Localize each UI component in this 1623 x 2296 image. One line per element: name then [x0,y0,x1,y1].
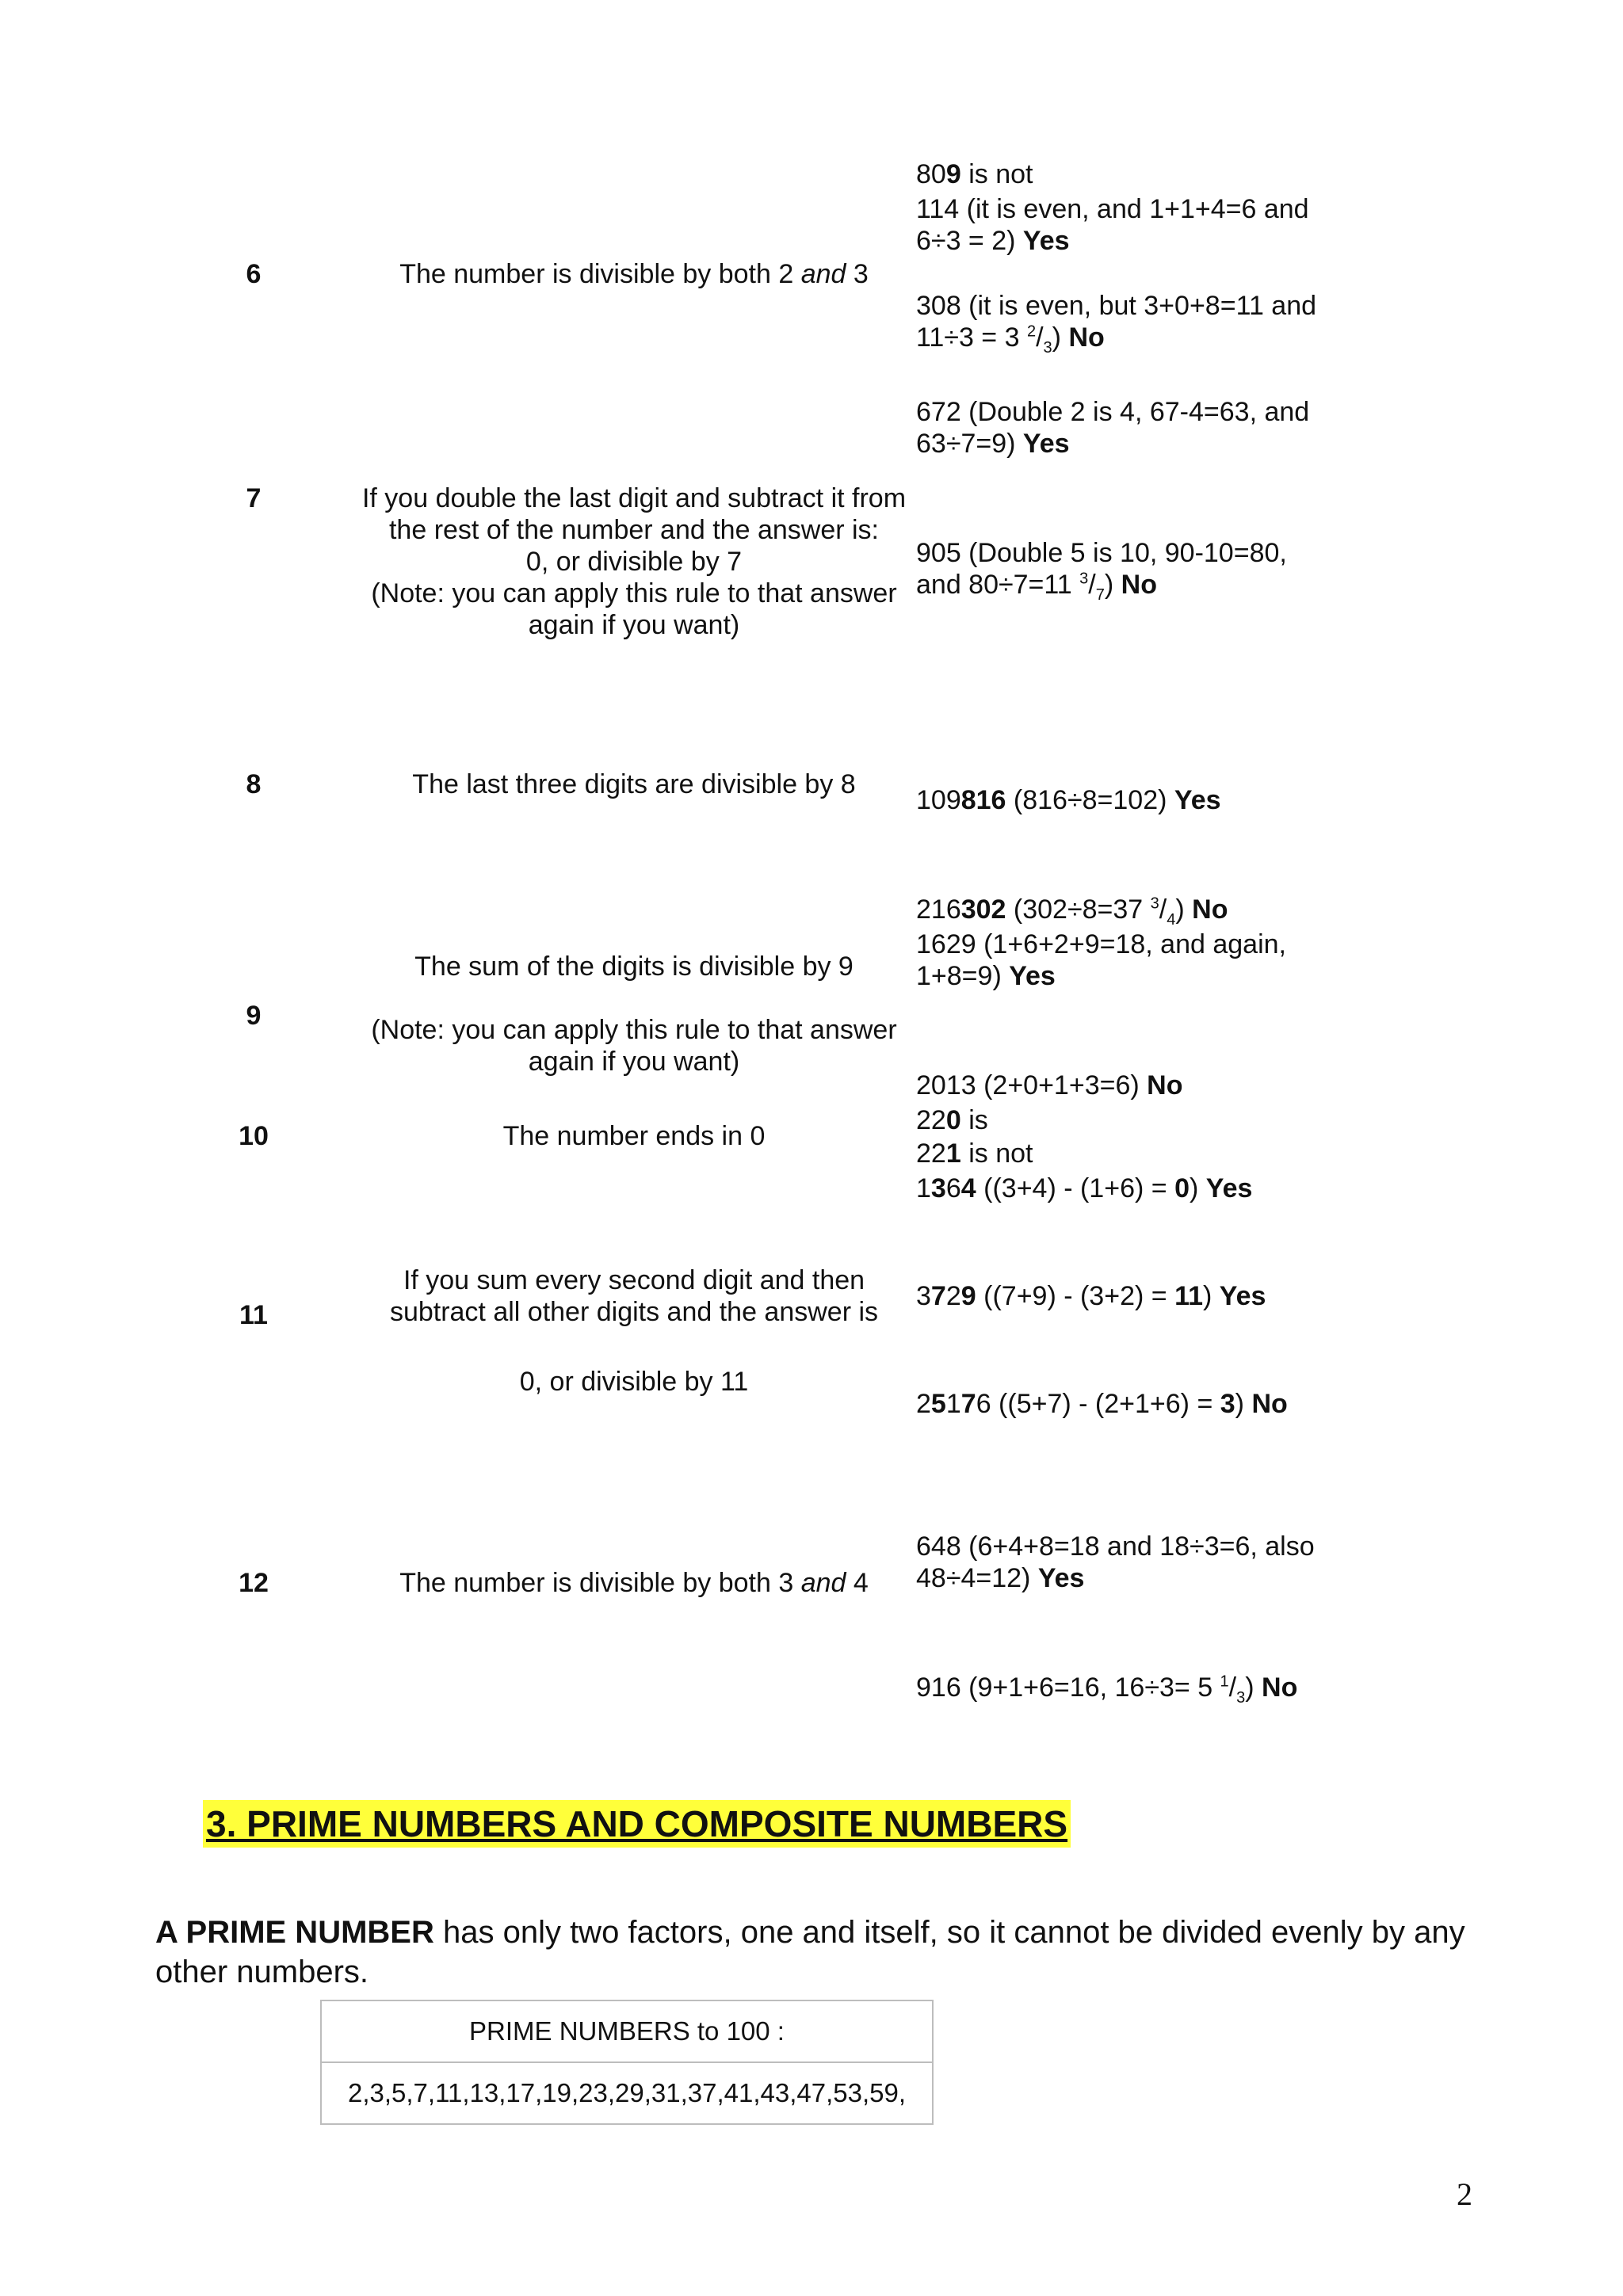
example-6-3: 308 (it is even, but 3+0+8=11 and 11÷3 = 3 $^2/_3$) No [916,291,1317,357]
divisor-12: 12 [239,1568,269,1598]
prime-definition: A PRIME NUMBER has only two factors, one and itself, so it cannot be divided evenly by any other numbers. [155,1915,1465,1989]
example-6-2: 114 (it is even, and 1+1+4=6 and 6÷3 = 2) Yes [916,194,1309,256]
example-9-2: 2013 (2+0+1+3=6) No [916,1070,1183,1100]
rule-9: The sum of the digits is divisible by 9 [414,952,854,982]
prime-numbers-table [320,2000,934,2125]
example-8-1: 109816 (816÷8=102) Yes [916,785,1221,815]
example-12-2: 916 (9+1+6=16, 16÷3= 5 $^1/_3$) No [916,1672,1298,1707]
example-6-1: 809 is not [916,159,1033,189]
divisor-8: 8 [246,769,262,799]
prime-table-header: PRIME NUMBERS to 100 : [321,2000,933,2062]
rule-8: The last three digits are divisible by 8 [412,769,856,799]
rule-11: If you sum every second digit and then subtract all other digits and the answer is [389,1265,879,1327]
rule-10: The number ends in 0 [502,1121,766,1151]
divisor-10: 10 [239,1121,269,1151]
divisor-6: 6 [246,259,262,289]
example-11-3: 25176 ((5+7) - (2+1+6) = 3) No [916,1389,1288,1419]
rule-11-tail: 0, or divisible by 11 [519,1367,749,1397]
example-10-2: 221 is not [916,1138,1033,1169]
example-8-2: 216302 (302÷8=37 $^3/_4$) No [916,894,1228,929]
example-7-1: 672 (Double 2 is 4, 67-4=63, and 63÷7=9) Yes [916,397,1310,459]
example-11-2: 3729 ((7+9) - (3+2) = 11) Yes [916,1281,1266,1311]
page-number: 2 [1457,2176,1472,2212]
example-9-1: 1629 (1+6+2+9=18, and again, 1+8=9) Yes [916,929,1286,991]
section-heading: 3. PRIME NUMBERS AND COMPOSITE NUMBERS [203,1800,1071,1848]
prime-table-row: 2,3,5,7,11,13,17,19,23,29,31,37,41,43,47,53,59, [321,2062,933,2124]
divisor-9: 9 [246,1001,262,1031]
rule-9-note: (Note: you can apply this rule to that answer again if you want) [371,1015,897,1077]
example-10-1: 220 is [916,1105,988,1135]
rule-12: The number is divisible by both 3 and 4 [399,1568,869,1598]
example-12-1: 648 (6+4+8=18 and 18÷3=6, also 48÷4=12) Yes [916,1531,1315,1593]
divisor-11: 11 [239,1300,268,1330]
example-11-1: 1364 ((3+4) - (1+6) = 0) Yes [916,1173,1253,1203]
example-7-2: 905 (Double 5 is 10, 90-10=80, and 80÷7=11 $^3/_7$) No [916,538,1287,604]
divisor-7: 7 [246,483,262,513]
rule-7: If you double the last digit and subtract it from the rest of the number and the answer is: 0, or divisible by 7 (Note: you can apply this rule to that answer again if you want) [361,483,907,640]
rule-6: The number is divisible by both 2 and 3 [399,259,869,289]
